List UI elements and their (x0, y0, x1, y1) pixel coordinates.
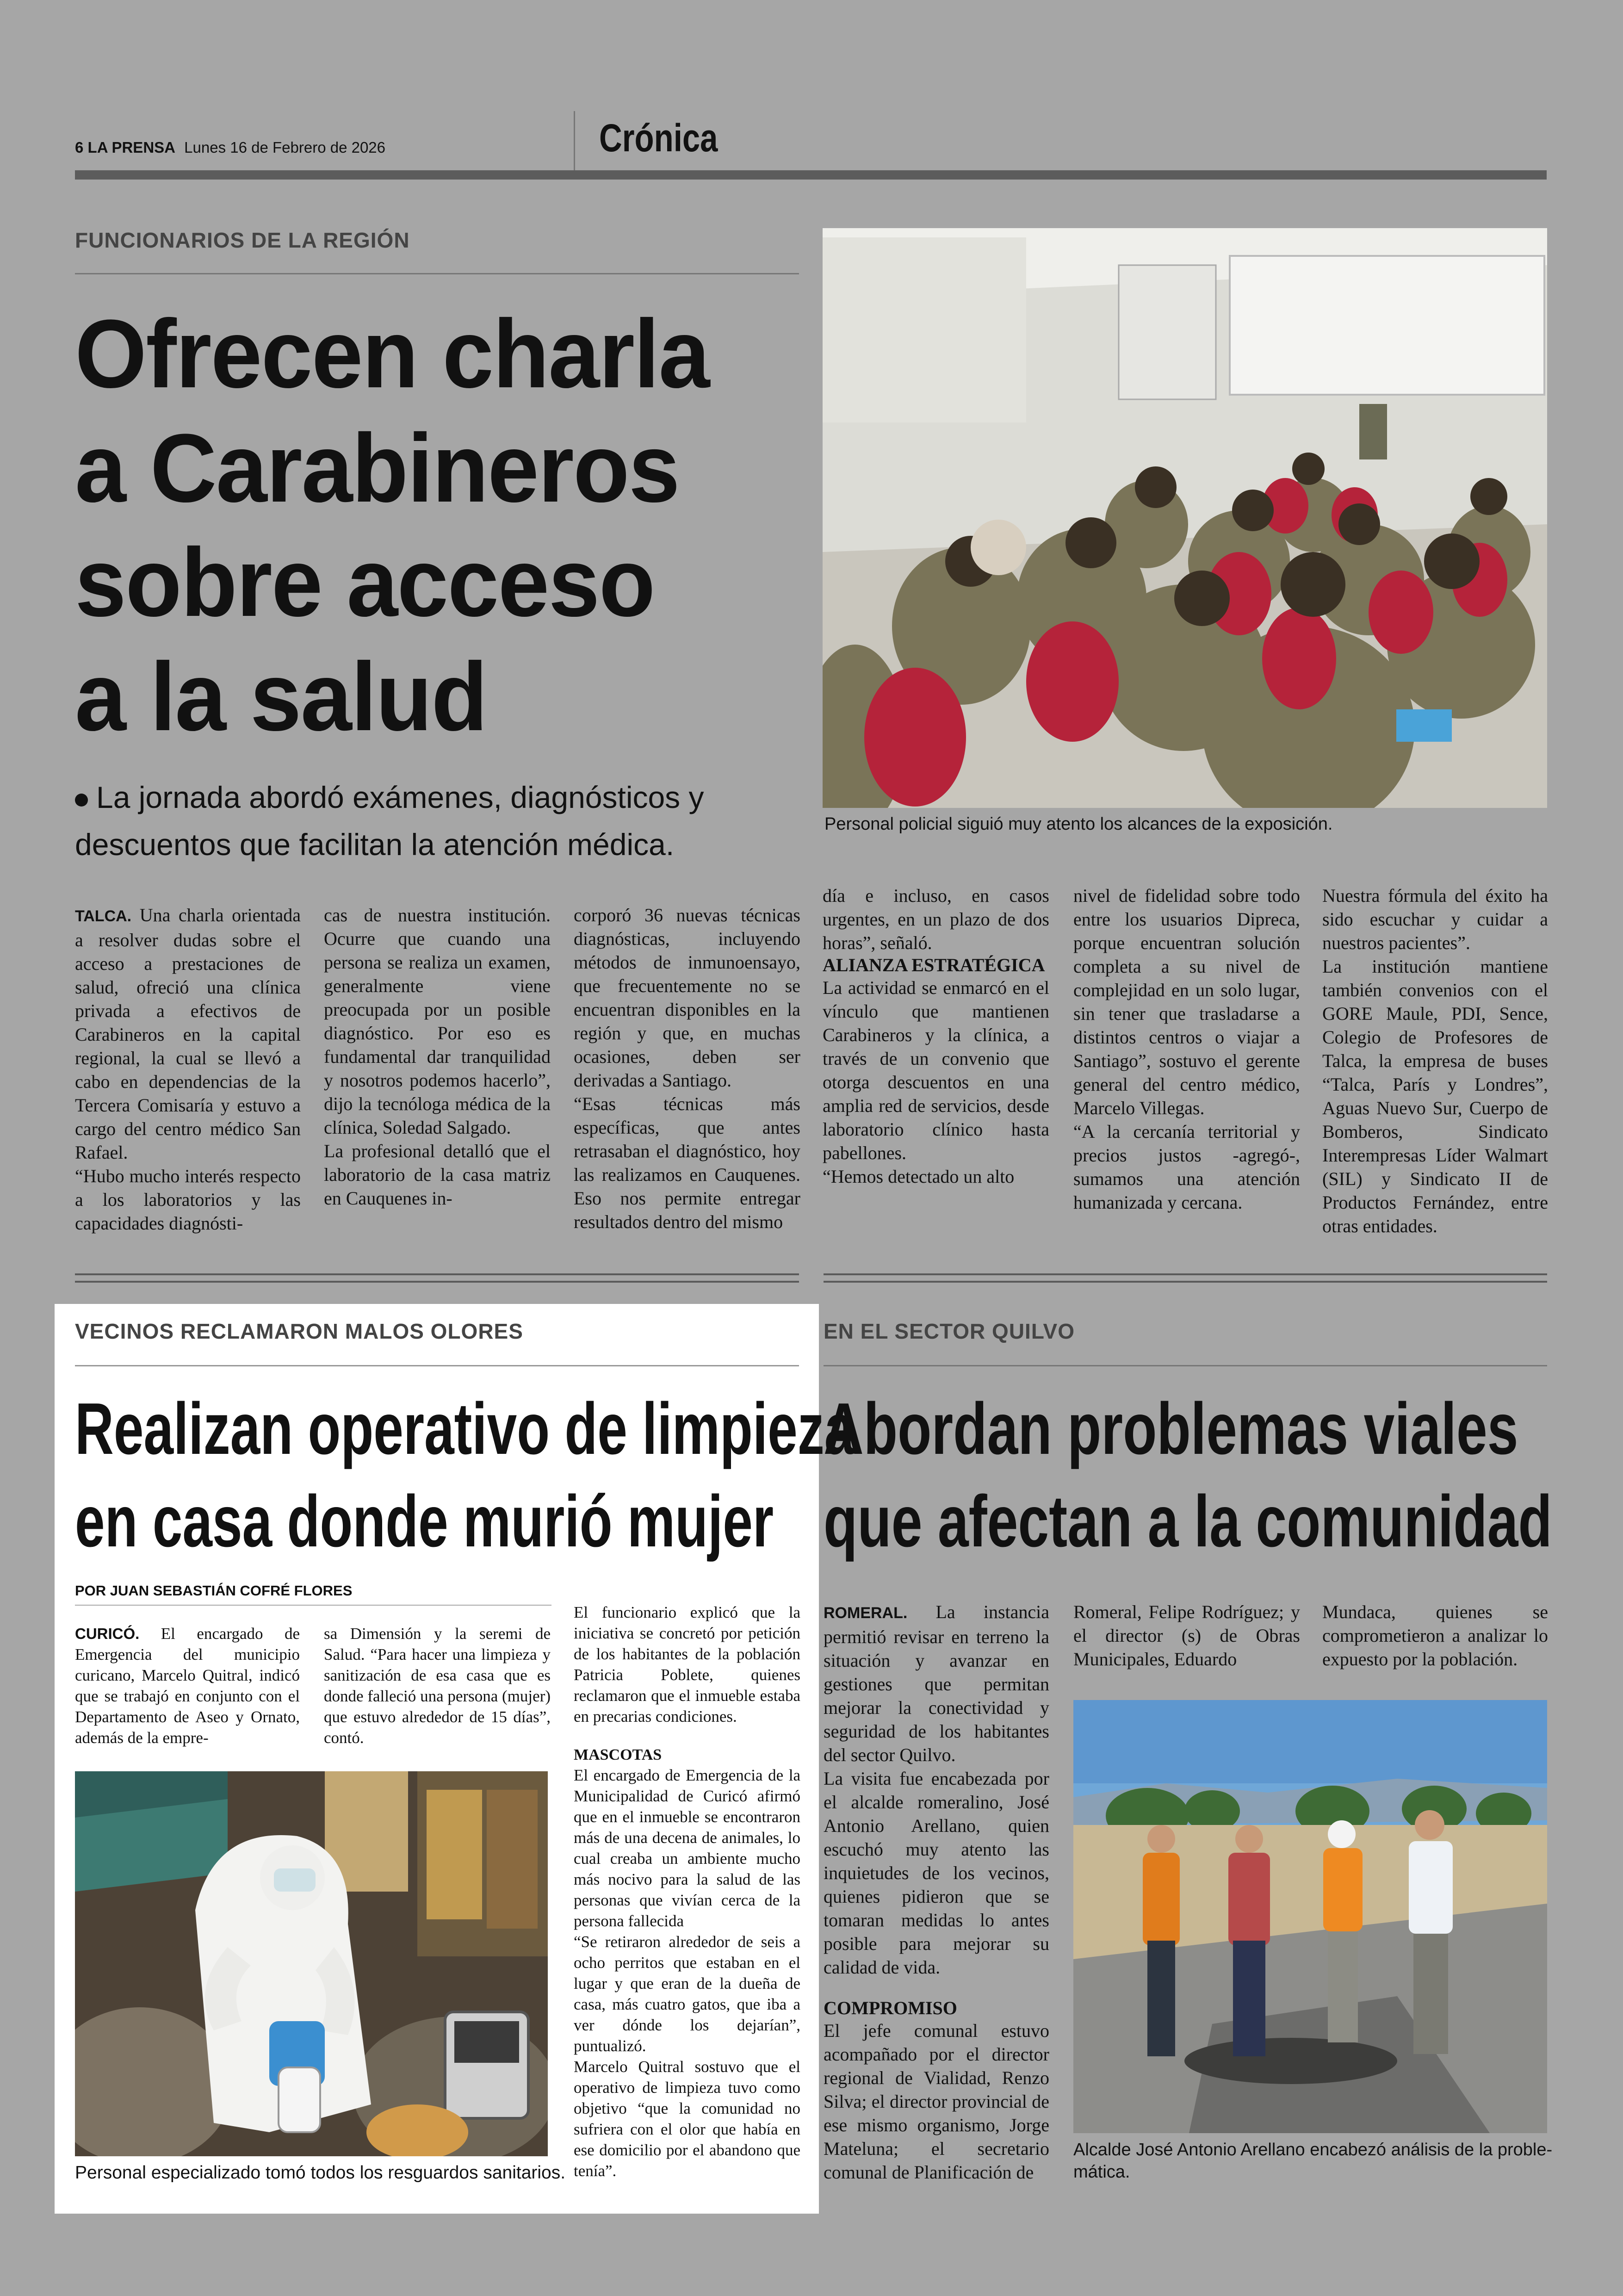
body-text: cas de nuestra institución. Ocurre que cuando una persona se realiza un examen, generalmente viene preocupada por un posible diagnóstico. Por eso es fundamental dar tranquilidad y nosotros podemos hacerlo”, dijo la tecnóloga médica de la clínica, Soledad Salgado. (324, 905, 551, 1138)
article1-photo (823, 228, 1547, 808)
header-divider (574, 111, 575, 170)
headline-line: que afectan a la comunidad (824, 1481, 1552, 1562)
caption-line: Alcalde José Antonio Arellano encabezó análisis de la proble- (1073, 2140, 1553, 2159)
article1-column-2 (324, 903, 551, 1210)
article2-column-1 (75, 1623, 300, 1748)
header-rule (75, 170, 1547, 180)
headline-line: Realizan operativo de limpieza (75, 1388, 855, 1470)
dateline: CURICÓ. (75, 1625, 140, 1642)
body-text: “Hemos detectado un alto (823, 1166, 1015, 1187)
folio (75, 139, 385, 156)
bullet-icon (75, 794, 88, 807)
body-text: La profesional detalló que el laboratorio de la casa matriz en Cauquenes in- (324, 1141, 551, 1209)
body-text: El encargado de Emergencia de la Municipalidad de Curicó afirmó que en el inmueble se encontraron más de una decena de animales, lo cual creaba un ambiente mucho más nocivo para la salud de las personas que vivían cerca de la persona fallecida (574, 1766, 800, 1930)
article3-kicker: EN EL SECTOR QUILVO (824, 1319, 1075, 1343)
headline-line: Abordan problemas viales (824, 1388, 1518, 1470)
body-text: El funcionario explicó que la iniciativa se concretó por petición de los habitantes de la población Patricia Poblete, quienes reclamaron que el inmueble estaba en precarias condiciones. (574, 1603, 800, 1725)
body-text: sa Dimensión y la seremi de Salud. “Para hacer una limpieza y sanitización de esa casa que es donde falleció una persona (mujer) que estuvo alrededor de 15 días”, contó. (324, 1625, 551, 1747)
article1-summary (75, 774, 806, 868)
article1-kicker-rule (75, 273, 799, 274)
article3-column-3 (1322, 1600, 1548, 1671)
subhead: ALIANZA ESTRATÉGICA (823, 955, 1045, 975)
body-text: “A la cercanía territorial y precios justos -agregó-, sumamos una atención humanizada y cercana. (1073, 1121, 1300, 1213)
article2-kicker: VECINOS RECLAMARON MALOS OLORES (75, 1319, 523, 1343)
body-text: “Esas técnicas más específicas, que antes retrasaban el diagnóstico, hoy las realizamos en Cauquenes. Eso nos permite entregar resultados dentro del mismo (574, 1093, 800, 1232)
body-text: La instancia permitió revisar en terreno la situación y avanzar en gestiones que permitan mejorar la conectividad y seguridad de los habitantes del sector Quilvo. (824, 1601, 1049, 1765)
section-rule (824, 1281, 1547, 1283)
body-text: El jefe comunal estuvo acompañado por el director regional de Vialidad, Renzo Silva; el director provincial de ese mismo organismo, Jorge Mateluna; el secretario comunal de Planificación de (824, 2020, 1049, 2183)
section-rule (75, 1281, 799, 1283)
article2-photo (75, 1771, 548, 2156)
article3-kicker-rule (824, 1365, 1547, 1366)
section-title: Crónica (599, 116, 718, 160)
body-text: La visita fue encabezada por el alcalde romeralino, José Antonio Arellano, quien escuchó muy atento las inquietudes de los vecinos, quienes pidieron que se tomaran medidas lo antes posible para mejorar su calidad de vida. (824, 1768, 1049, 1978)
article1-column-5 (1073, 884, 1300, 1214)
article1-photo-caption: Personal policial siguió muy atento los alcances de la exposición. (824, 814, 1333, 834)
headline-line: en casa donde murió mujer (75, 1481, 774, 1562)
article1-kicker: FUNCIONARIOS DE LA REGIÓN (75, 228, 410, 252)
summary-text: descuentos que facilitan la atención médica. (75, 827, 675, 862)
byline-rule (75, 1605, 551, 1606)
article1-headline (75, 296, 815, 755)
article1-column-3 (574, 903, 800, 1234)
body-text: corporó 36 nuevas técnicas diagnósticas, incluyendo métodos de inmunoensayo, que frecuentemente no se encuentran disponibles en la región y que, en muchas ocasiones, deben ser derivadas a Santiago. (574, 905, 800, 1091)
section-rule (824, 1273, 1547, 1275)
subhead: COMPROMISO (824, 1998, 957, 2018)
article3-column-2 (1073, 1600, 1300, 1671)
dateline: ROMERAL. (824, 1604, 908, 1622)
body-text: “Hubo mucho interés respecto a los laboratorios y las capacidades diagnósti- (75, 1166, 301, 1234)
article3-column-1 (824, 1600, 1049, 2184)
body-text: Marcelo Quitral sostuvo que el operativo de limpieza tuvo como objetivo “que la comunidad no sufriera con el olor que había en ese domicilio por el abandono que tenía”. (574, 2058, 800, 2180)
headline-line: a Carabineros (75, 414, 679, 522)
body-text: Mundaca, quienes se comprometieron a analizar lo expuesto por la población. (1322, 1601, 1548, 1669)
body-text: Una charla orientada a resolver dudas sobre el acceso a prestaciones de salud, ofreció una clínica privada a efectivos de Carabineros en la capital regional, la cual se llevó a cabo en dependencias de la Tercera Comisaría y estuvo a cargo del centro médico San Rafael. (75, 905, 301, 1163)
section-rule (75, 1273, 799, 1275)
body-text: La actividad se enmarcó en el vínculo que mantienen Carabineros y la clínica, a través de un convenio que otorga descuentos en una amplia red de servicios, desde laboratorio clínico hasta pabellones. (823, 977, 1049, 1163)
article3-headline (824, 1383, 1623, 1568)
article2-kicker-rule (75, 1365, 799, 1366)
body-text: El encargado de Emergencia del municipio curicano, Marcelo Quitral, indicó que se trabajó en conjunto con el Departamento de Aseo y Ornato, además de la empre- (75, 1625, 300, 1747)
article1-column-1 (75, 903, 301, 1235)
article2-byline: POR JUAN SEBASTIÁN COFRÉ FLORES (75, 1582, 353, 1599)
article1-column-6 (1322, 884, 1548, 1238)
caption-line: mática. (1073, 2162, 1130, 2182)
paper-name: LA PRENSA (87, 139, 175, 156)
headline-line: Ofrecen charla (75, 299, 709, 408)
article1-column-4 (823, 884, 1049, 1188)
body-text: Romeral, Felipe Rodríguez; y el director (s) de Obras Municipales, Eduardo (1073, 1601, 1300, 1669)
headline-line: a la salud (75, 642, 487, 751)
body-text: “Se retiraron alrededor de seis a ocho perritos que estaban en el lugar y que eran de la dueña de casa, más cuatro gatos, que iba a ver dónde los dejarían”, puntualizó. (574, 1933, 800, 2055)
summary-text: La jornada abordó exámenes, diagnósticos y (96, 780, 704, 814)
page-number: 6 (75, 139, 84, 156)
article2-column-2 (324, 1623, 551, 1748)
dateline: TALCA. (75, 907, 132, 925)
article3-photo (1073, 1700, 1547, 2133)
article3-photo-caption (1073, 2139, 1553, 2183)
body-text: nivel de fidelidad sobre todo entre los usuarios Dipreca, porque encuentran solución completa a su nivel de complejidad en un solo lugar, sin tener que trasladarse a distintos centros o viajar a Santiago”, sostuvo el gerente general del centro médico, Marcelo Villegas. (1073, 885, 1300, 1118)
headline-line: sobre acceso (75, 528, 655, 637)
article2-column-3 (574, 1602, 800, 2181)
body-text: La institución mantiene también convenios con el GORE Maule, PDI, Sence, Colegio de Profesores de Talca, la empresa de buses “Talca, París y Londres”, Aguas Nuevo Sur, Cuerpo de Bomberos, Sindicato Interempresas Líder Walmart (SIL) y Sindicato II de Productos Fernández, entre otras entidades. (1322, 956, 1548, 1236)
body-text: Nuestra fórmula del éxito ha sido escuchar y cuidar a nuestros pacientes”. (1322, 885, 1548, 953)
issue-date: Lunes 16 de Febrero de 2026 (184, 139, 386, 156)
body-text: día e incluso, en casos urgentes, en un plazo de dos horas”, señaló. (823, 885, 1049, 953)
article2-photo-caption: Personal especializado tomó todos los resguardos sanitarios. (75, 2163, 566, 2183)
subhead: MASCOTAS (574, 1746, 662, 1763)
